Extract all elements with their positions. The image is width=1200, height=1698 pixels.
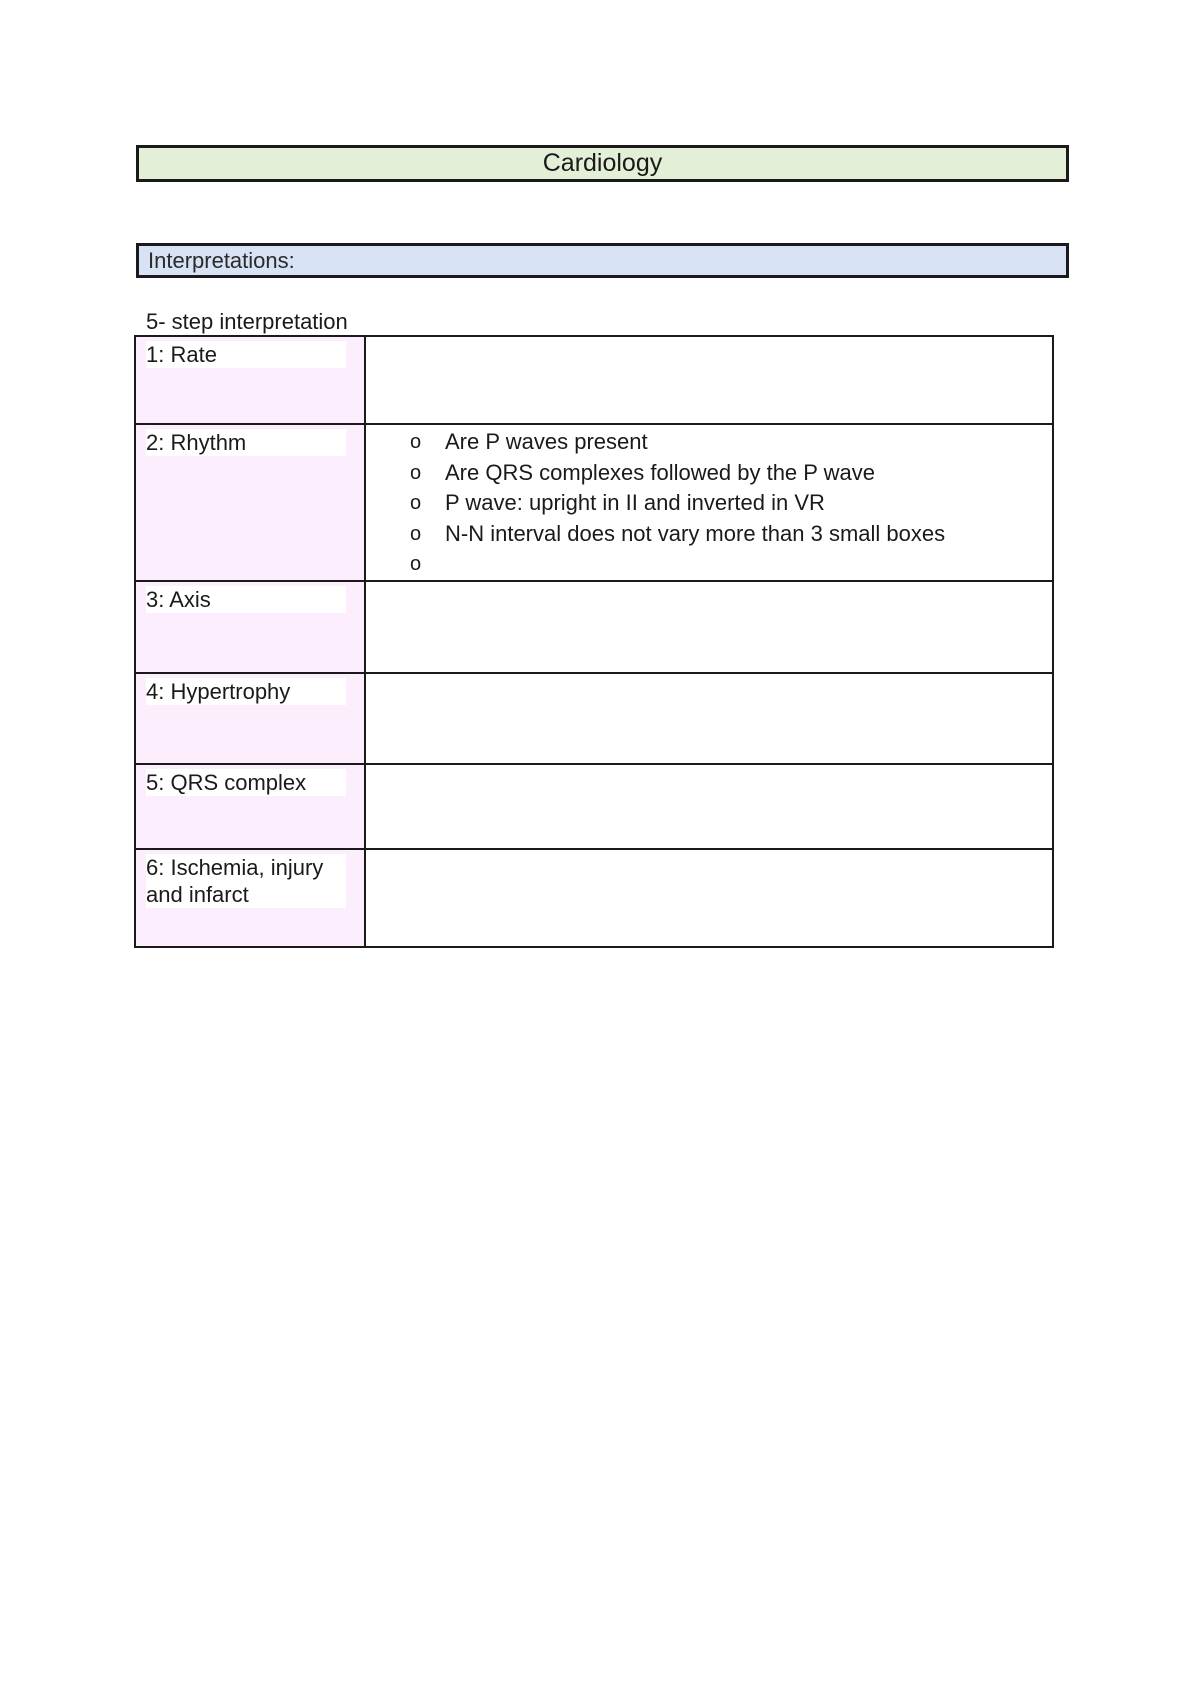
bullet-icon: o bbox=[410, 492, 422, 514]
step-label: 1: Rate bbox=[146, 341, 346, 368]
list-item bbox=[410, 549, 1052, 580]
page-title: Cardiology bbox=[542, 149, 663, 177]
table-row bbox=[135, 849, 1053, 947]
table-row bbox=[135, 581, 1053, 673]
step-label-cell bbox=[135, 673, 365, 764]
interpretation-steps-table bbox=[134, 335, 1054, 948]
bullet-icon: o bbox=[410, 431, 422, 453]
step-label: 6: Ischemia, injury and infarct bbox=[146, 854, 346, 908]
step-label: 5: QRS complex bbox=[146, 769, 346, 796]
table-row bbox=[135, 424, 1053, 581]
table-caption: 5- step interpretation bbox=[146, 309, 348, 334]
table-row bbox=[135, 764, 1053, 849]
table-row bbox=[135, 673, 1053, 764]
list-item-text: Are QRS complexes followed by the P wave bbox=[445, 459, 876, 485]
step-label-cell bbox=[135, 849, 365, 947]
step-label-cell bbox=[135, 581, 365, 673]
step-label-cell bbox=[135, 424, 365, 581]
step-label: 4: Hypertrophy bbox=[146, 678, 346, 705]
section-title: Interpretations: bbox=[148, 247, 295, 273]
table-row bbox=[135, 336, 1053, 424]
list-item bbox=[410, 427, 1052, 458]
section-header bbox=[136, 243, 1069, 278]
list-item-text: N-N interval does not vary more than 3 small boxes bbox=[445, 520, 946, 546]
step-content-cell[interactable] bbox=[365, 424, 1053, 581]
rhythm-checklist bbox=[410, 427, 1052, 580]
list-item bbox=[410, 458, 1052, 489]
list-item bbox=[410, 519, 1052, 550]
page-title-bar bbox=[136, 145, 1069, 182]
step-content-cell[interactable] bbox=[365, 336, 1053, 424]
step-label: 2: Rhythm bbox=[146, 429, 346, 456]
step-content-cell[interactable] bbox=[365, 673, 1053, 764]
bullet-icon: o bbox=[410, 461, 422, 484]
step-label: 3: Axis bbox=[146, 586, 346, 613]
step-label-cell bbox=[135, 764, 365, 849]
list-item-text: Are P waves present bbox=[445, 429, 648, 454]
step-content-cell[interactable] bbox=[365, 764, 1053, 849]
list-item bbox=[410, 488, 1052, 519]
bullet-icon: o bbox=[410, 522, 422, 545]
step-content-cell[interactable] bbox=[365, 849, 1053, 947]
step-content-cell[interactable] bbox=[365, 581, 1053, 673]
list-item-text: P wave: upright in II and inverted in VR bbox=[445, 490, 825, 515]
bullet-icon: o bbox=[410, 553, 422, 575]
step-label-cell bbox=[135, 336, 365, 424]
